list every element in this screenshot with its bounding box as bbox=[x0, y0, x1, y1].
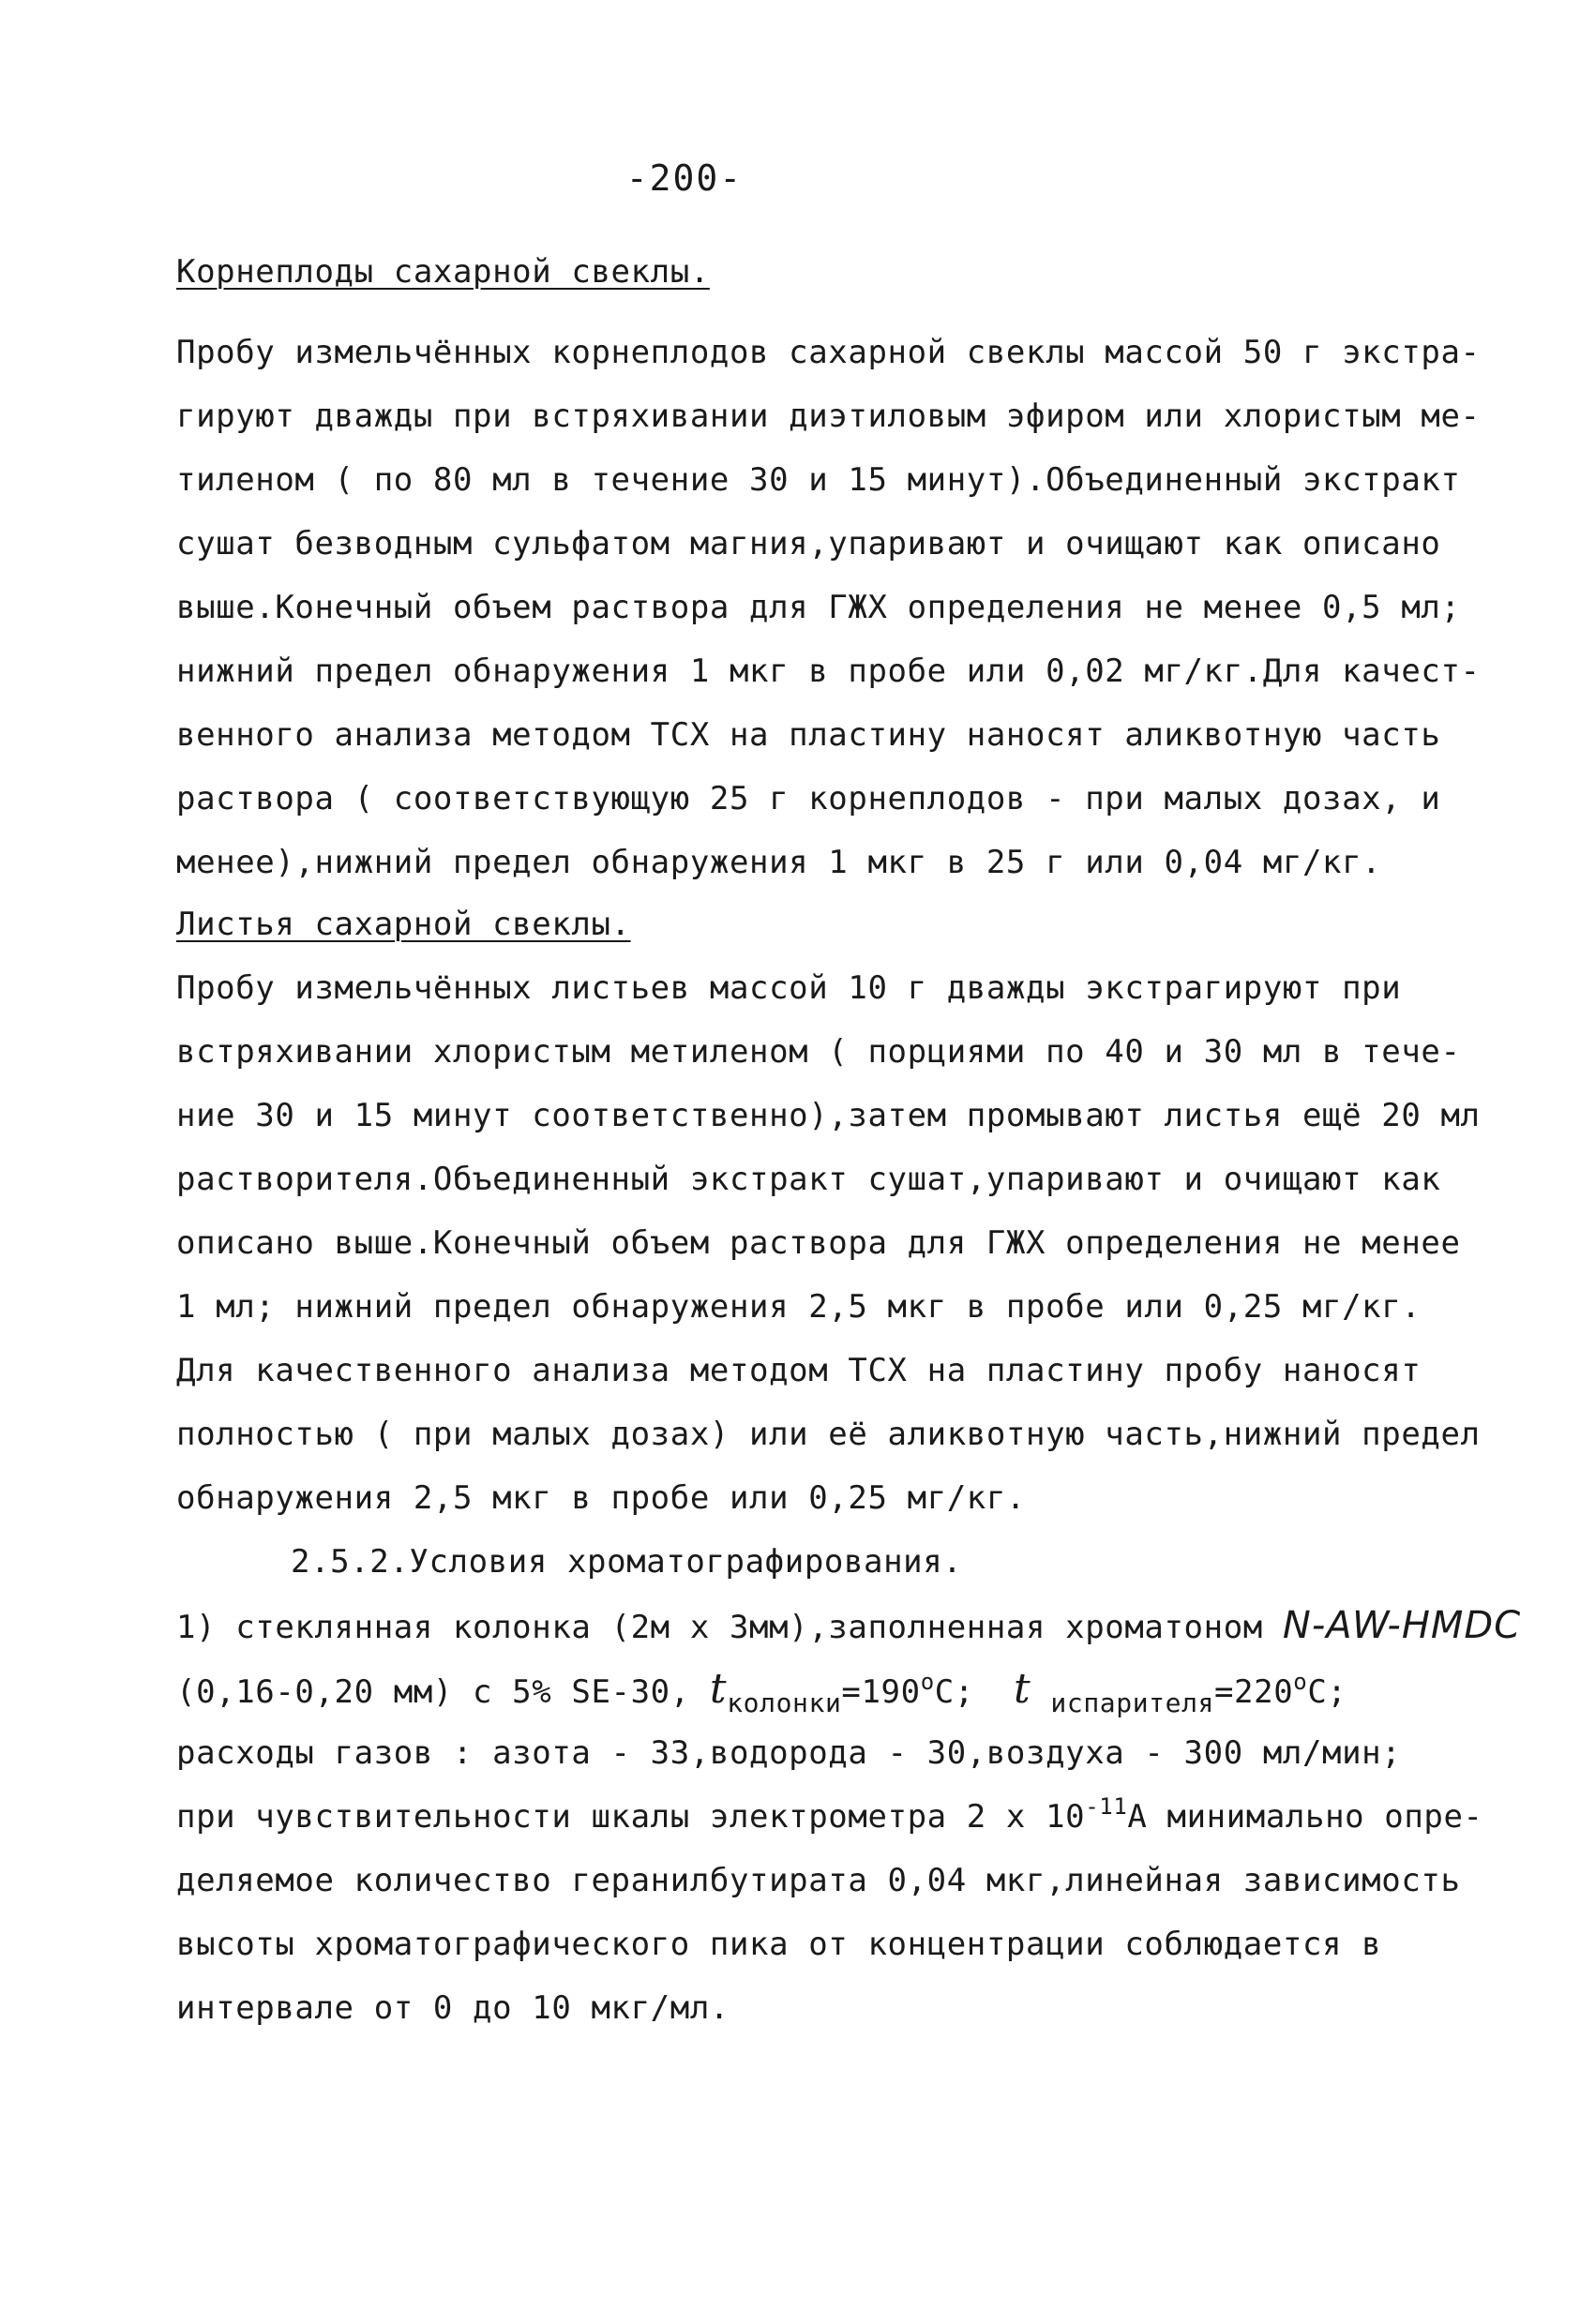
degree-superscript: o bbox=[1293, 1669, 1308, 1695]
paragraph-line: встряхивании хлористым метиленом ( порциями по 40 и 30 мл в тече- bbox=[176, 1033, 1461, 1071]
paragraph-line: 1 мл; нижний предел обнаружения 2,5 мкг в пробе или 0,25 мг/кг. bbox=[176, 1288, 1422, 1326]
condition-text: при чувствительности шкалы электрометра 2 х 10 bbox=[176, 1798, 1086, 1836]
paragraph-line: Для качественного анализа методом ТСХ на пластину пробу наносят bbox=[176, 1352, 1422, 1389]
paragraph-line: сушат безводным сульфатом магния,упаривают и очищают как описано bbox=[176, 525, 1441, 562]
condition-text: =220 bbox=[1213, 1673, 1294, 1711]
paragraph-line: обнаружения 2,5 мкг в пробе или 0,25 мг/кг. bbox=[176, 1479, 1026, 1517]
page-number: -200- bbox=[625, 157, 744, 199]
paragraph-line: выше.Конечный объем раствора для ГЖХ определения не менее 0,5 мл; bbox=[176, 589, 1461, 626]
paragraph-line: раствора ( соответствующую 25 г корнеплодов - при малых дозах, и bbox=[176, 780, 1441, 817]
condition-text: C; bbox=[934, 1673, 974, 1711]
section-heading-roots: Корнеплоды сахарной свеклы. bbox=[176, 253, 710, 291]
condition-line-1 bbox=[176, 1604, 1522, 1647]
condition-line-7: интервале от 0 до 10 мкг/мл. bbox=[176, 1989, 730, 2027]
paragraph-line: менее),нижний предел обнаружения 1 мкг в 25 г или 0,04 мг/кг. bbox=[176, 844, 1382, 881]
paragraph-line: нижний предел обнаружения 1 мкг в пробе или 0,02 мг/кг.Для качест- bbox=[176, 652, 1481, 690]
paragraph-line: Пробу измельчённых корнеплодов сахарной свеклы массой 50 г экстра- bbox=[176, 334, 1481, 371]
subscript-column: колонки bbox=[727, 1687, 842, 1718]
temperature-symbol: t bbox=[1014, 1665, 1031, 1713]
condition-text: А минимально опре- bbox=[1127, 1798, 1483, 1836]
condition-line-3: расходы газов : азота - 33,водорода - 30,воздуха - 300 мл/мин; bbox=[176, 1734, 1402, 1772]
condition-text: =190 bbox=[841, 1673, 921, 1711]
paragraph-line: ние 30 и 15 минут соответственно),затем промывают листья ещё 20 мл bbox=[176, 1097, 1481, 1134]
condition-text: (0,16-0,20 мм) с 5% SE-30, bbox=[176, 1673, 690, 1711]
paragraph-line: тиленом ( по 80 мл в течение 30 и 15 минут).Объединенный экстракт bbox=[176, 461, 1461, 499]
condition-text: C; bbox=[1307, 1673, 1347, 1711]
paragraph-line: описано выше.Конечный объем раствора для ГЖХ определения не менее bbox=[176, 1224, 1461, 1262]
condition-line-2 bbox=[176, 1665, 1347, 1718]
condition-text: 1) стеклянная колонка (2м х 3мм),заполненная хроматоном bbox=[176, 1609, 1263, 1646]
temperature-symbol: t bbox=[709, 1665, 728, 1713]
paragraph-line: Пробу измельчённых листьев массой 10 г дважды экстрагируют при bbox=[176, 969, 1402, 1007]
paragraph-line: венного анализа методом ТСХ на пластину наносят аликвотную часть bbox=[176, 716, 1441, 754]
degree-superscript: o bbox=[920, 1669, 935, 1695]
paragraph-line: гируют дважды при встряхивании диэтиловым эфиром или хлористым ме- bbox=[176, 397, 1481, 435]
condition-line-5: деляемое количество геранилбутирата 0,04 мкг,линейная зависимость bbox=[176, 1862, 1461, 1899]
subscript-evaporator: испарителя bbox=[1050, 1687, 1214, 1718]
paragraph-line: полностью ( при малых дозах) или её аликвотную часть,нижний предел bbox=[176, 1416, 1481, 1453]
condition-line-6: высоты хроматографического пика от концентрации соблюдается в bbox=[176, 1926, 1382, 1963]
section-heading-conditions: 2.5.2.Условия хроматографирования. bbox=[291, 1543, 963, 1581]
section-heading-leaves: Листья сахарной свеклы. bbox=[176, 906, 631, 943]
exponent-superscript: -11 bbox=[1085, 1793, 1128, 1820]
handwritten-phase-name: N-AW-HMDC bbox=[1282, 1604, 1522, 1647]
paragraph-line: растворителя.Объединенный экстракт сушат,упаривают и очищают как bbox=[176, 1161, 1441, 1198]
condition-line-4 bbox=[176, 1793, 1483, 1838]
